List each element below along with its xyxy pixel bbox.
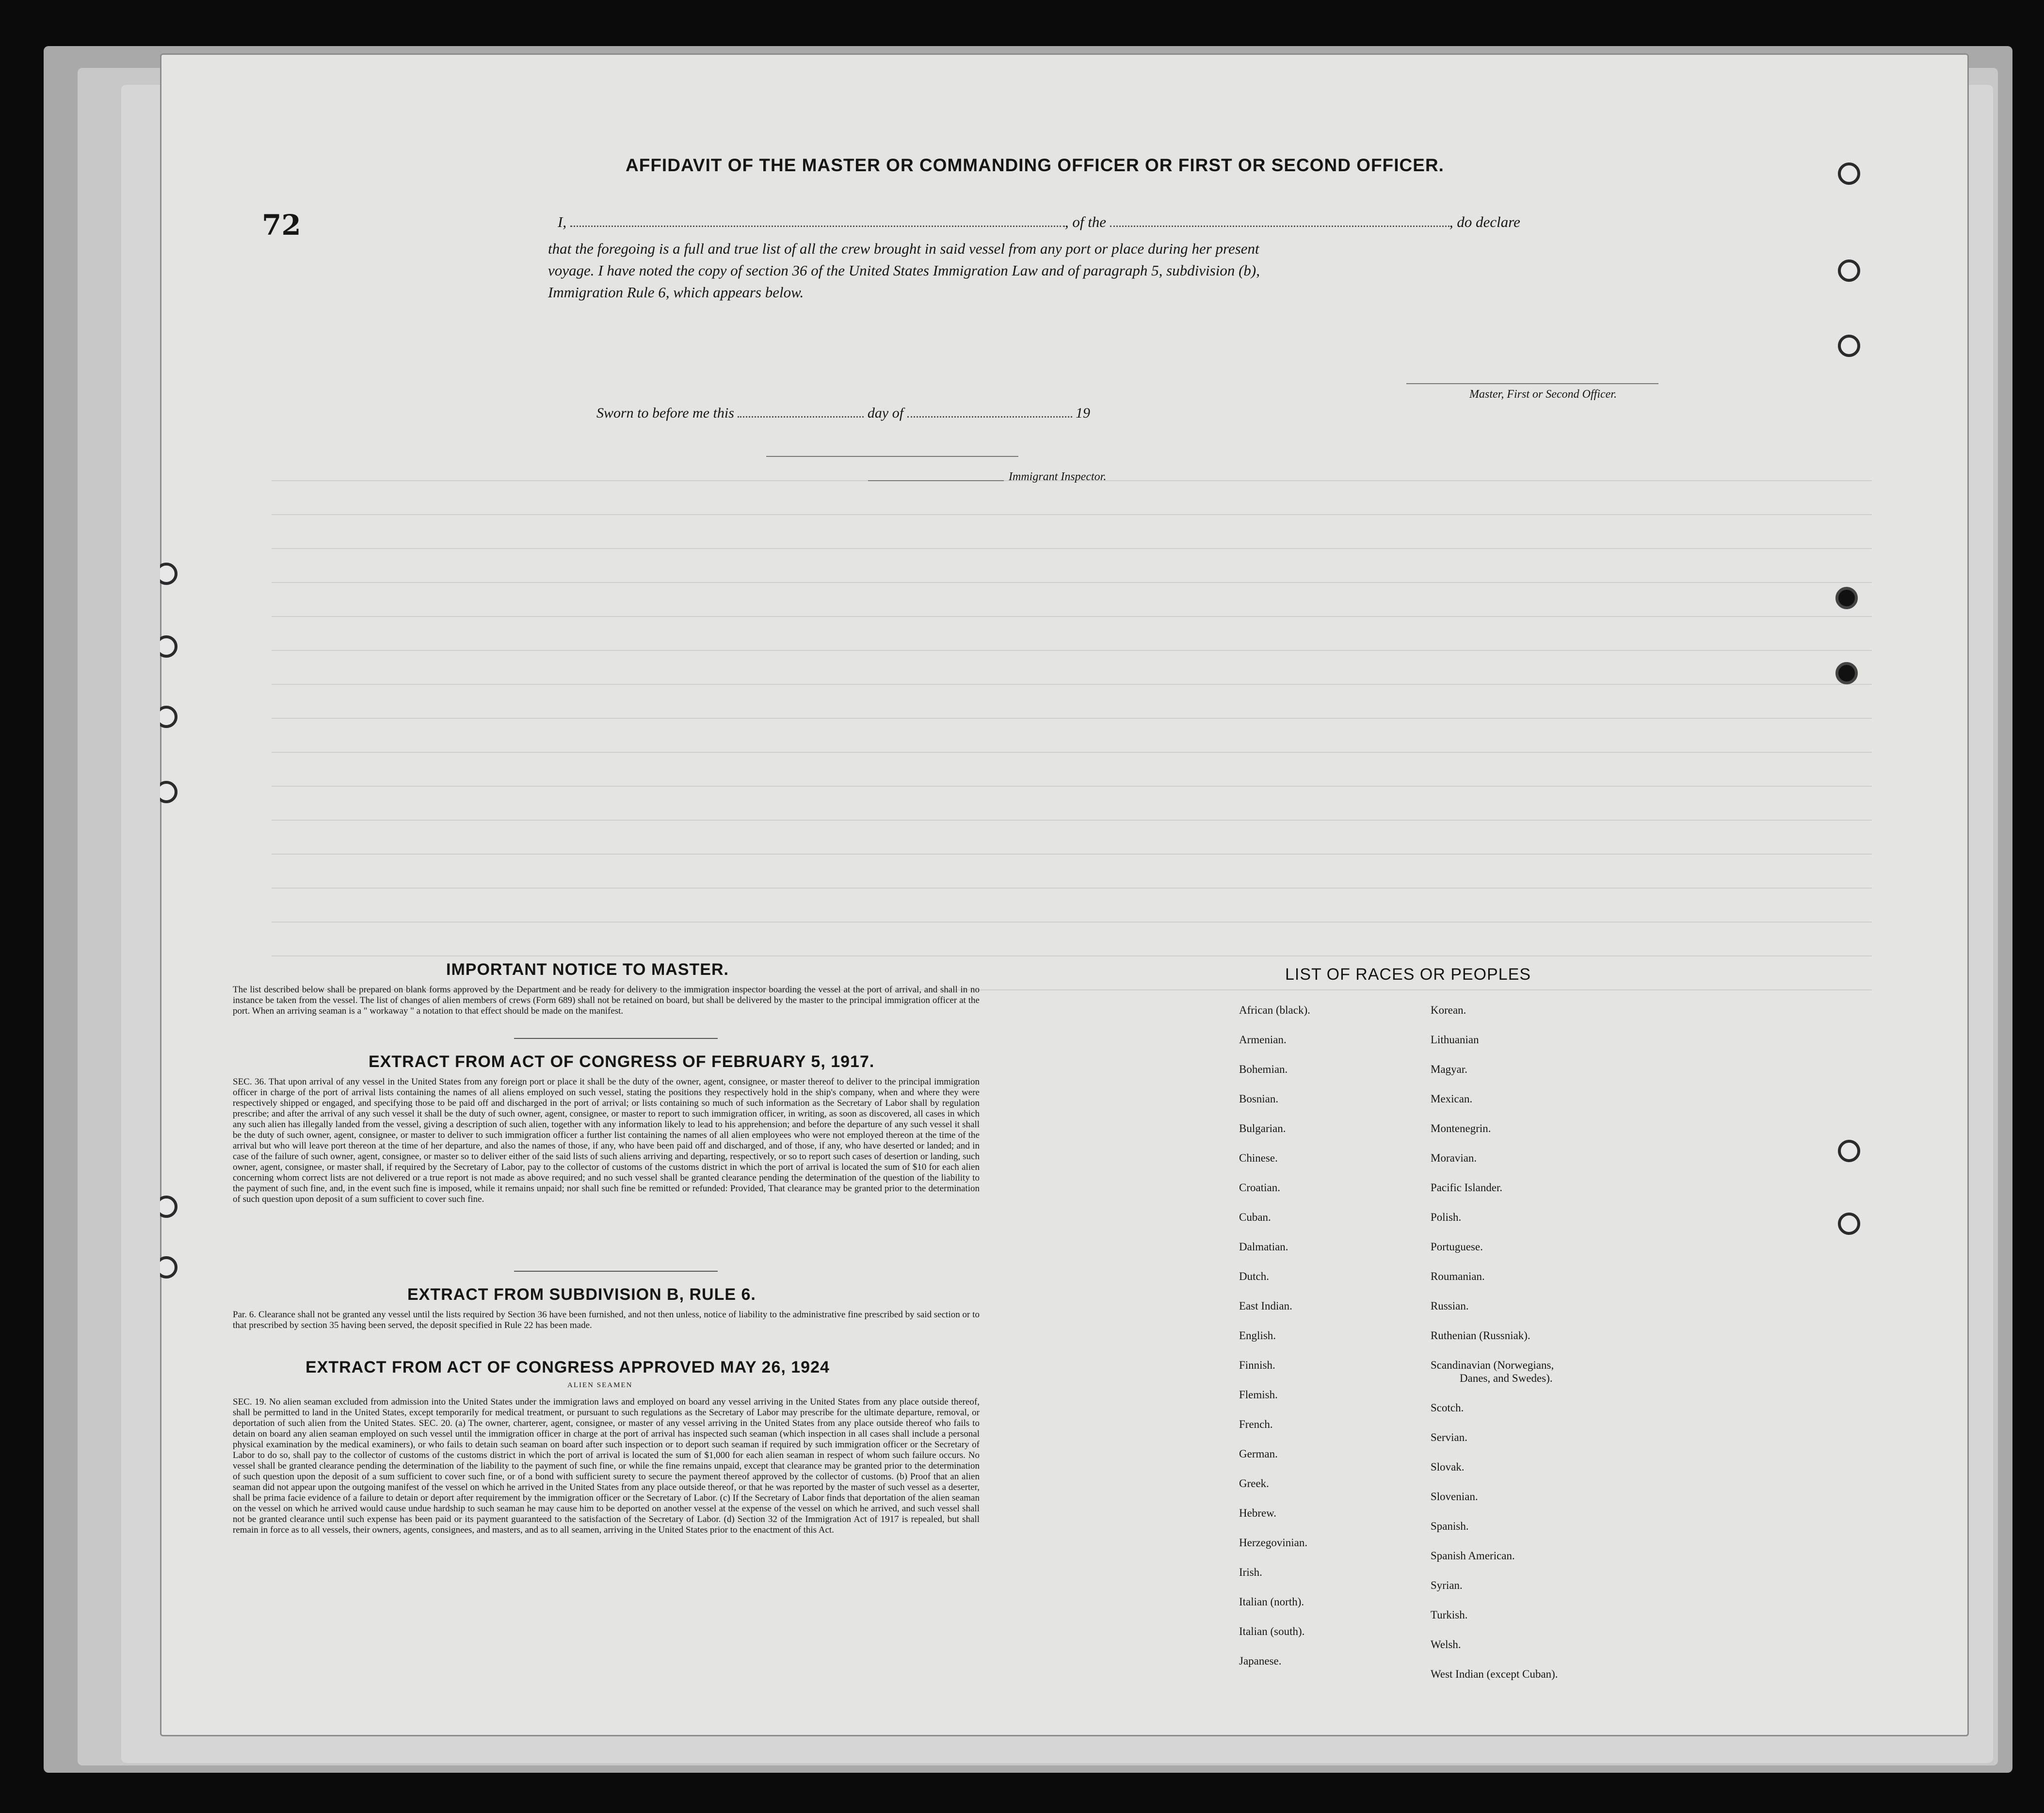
affidavit-of-the: , of the — [1064, 213, 1107, 230]
bleed-through-row — [272, 718, 1872, 753]
race-item: Armenian. — [1239, 1034, 1287, 1046]
race-item: Scotch. — [1431, 1402, 1464, 1414]
notice-body: The list described below shall be prepared on blank forms approved by the Department and be ready for delivery to the immigration inspector boarding the vessel at the port of arrival, and shall in no instance be taken from the vessel. The list of changes of alien members of crews (Form 689) shall not be retained on board, but shall be delivered by the master to the principal immigration officer at the port. When an arriving seaman is a " workaway " a notation to that effect should be made on the manifest. — [233, 985, 980, 1016]
bleed-through-row — [272, 922, 1872, 956]
punch-hole — [160, 1196, 177, 1218]
race-item: Greek. — [1239, 1477, 1269, 1489]
race-item: Italian (north). — [1239, 1596, 1304, 1608]
race-item: Flemish. — [1239, 1389, 1278, 1401]
race-item: Bohemian. — [1239, 1063, 1288, 1075]
extract-rule6-body: Par. 6. Clearance shall not be granted any vessel until the lists required by Section 36 have been furnished, and not then unless, notice of liability to the administrative fine prescribed by said section or to that prescribed by section 35 having been served, the deposit specified in Rule 22 has been made. — [233, 1310, 980, 1330]
race-item: West Indian (except Cuban). — [1431, 1668, 1558, 1680]
race-item: Pacific Islander. — [1431, 1182, 1503, 1194]
sworn-line — [596, 405, 1090, 421]
race-item: Hebrew. — [1239, 1507, 1277, 1519]
race-item: Finnish. — [1239, 1359, 1275, 1371]
extract-rule6-title: EXTRACT FROM SUBDIVISION B, RULE 6. — [407, 1285, 756, 1304]
day-of-label: day of — [867, 405, 904, 421]
race-item: Roumanian. — [1431, 1270, 1485, 1282]
race-item: Slovenian. — [1431, 1490, 1478, 1503]
punch-hole — [160, 635, 177, 658]
sworn-day-field[interactable] — [738, 416, 864, 418]
affidavit-line-4: Immigration Rule 6, which appears below. — [548, 284, 804, 301]
race-item: Danes, and Swedes). — [1460, 1372, 1553, 1384]
race-item: Lithuanian — [1431, 1034, 1479, 1046]
race-item: East Indian. — [1239, 1300, 1292, 1312]
bleed-through-row — [272, 888, 1872, 923]
extract-1924-title: EXTRACT FROM ACT OF CONGRESS APPROVED MAY 26, 1924 — [306, 1358, 830, 1376]
race-item: Bosnian. — [1239, 1093, 1279, 1105]
race-item: Welsh. — [1431, 1638, 1461, 1651]
race-item: African (black). — [1239, 1004, 1310, 1016]
race-item: Slovak. — [1431, 1461, 1465, 1473]
extract-1917-body: SEC. 36. That upon arrival of any vessel in the United States from any foreign port or place it shall be the duty of the owner, agent, consignee, or master thereof to deliver to the principal immigration officer in charge of the port of arrival lists containing the names of all aliens employed on such vessel, stating the positions they respectively hold in the ship's company, when and where they were respectively shipped or engaged, and specifying those to be paid off and discharged in the port of arrival; or lists containing so much of such information as the Secretary of Labor shall by regulation prescribe; and after the arrival of any such vessel it shall be the duty of such owner, agent, consignee, or master to report to such immigration officer, in writing, as soon as discovered, all cases in which any such alien has illegally landed from the vessel, giving a description of such alien, together with any information likely to lead to his apprehension; and before the departure of any such vessel it shall be the duty of such owner, agent, consignee, or master to deliver to such immigration officer a further list containing the names of all alien employees who were not employed thereon at the time of the arrival but who will leave port thereon at the time of her departure, and also the names of those, if any, who have been paid off and discharged, and of those, if any, who have deserted or landed; and in case of the failure of such owner, agent, consignee, or master so to deliver either of the said lists of such aliens arriving and departing, respectively, or so to report such cases of desertion or landing, such owner, agent, consignee, or master shall, if required by the Secretary of Labor, pay to the collector of customs of the customs district in which the port of arrival is located the sum of $10 for each alien concerning whom correct lists are not delivered or a true report is not made as above required; and no such vessel shall be granted clearance pending the determination of the question of the liability to the payment of such fine, and, in the event such fine is imposed, while it remains unpaid; nor shall such fine be remitted or refunded: Provided, That clearance may be granted prior to the determination of such question upon deposit of a sum sufficient to cover such fine. — [233, 1077, 980, 1204]
punch-hole — [160, 781, 177, 803]
punch-hole — [160, 563, 177, 585]
race-item: Moravian. — [1431, 1152, 1477, 1164]
race-item: Spanish. — [1431, 1520, 1469, 1532]
bleed-through-row — [272, 684, 1872, 719]
extract-1924-subtitle: ALIEN SEAMEN — [567, 1381, 633, 1389]
bleed-through-row — [272, 480, 1872, 515]
sworn-month-field[interactable] — [907, 416, 1072, 418]
affidavit-title: AFFIDAVIT OF THE MASTER OR COMMANDING OFFICER OR FIRST OR SECOND OFFICER. — [626, 155, 1444, 175]
page-number: 72 — [262, 209, 301, 242]
bleed-through-row — [272, 548, 1872, 583]
divider — [514, 1271, 718, 1272]
race-item: Servian. — [1431, 1431, 1468, 1443]
bleed-through-row — [272, 786, 1872, 821]
race-item: Turkish. — [1431, 1609, 1468, 1621]
races-title: LIST OF RACES OR PEOPLES — [1285, 965, 1531, 984]
race-item: Croatian. — [1239, 1182, 1280, 1194]
inspector-dotted-line — [766, 456, 1018, 457]
race-item: English. — [1239, 1329, 1276, 1342]
bleed-through-row — [272, 820, 1872, 855]
punch-hole — [1838, 1213, 1860, 1235]
race-item: Montenegrin. — [1431, 1122, 1491, 1134]
race-item: Dutch. — [1239, 1270, 1269, 1282]
affidavit-declare: , do declare — [1449, 213, 1520, 230]
punch-hole — [1838, 335, 1860, 357]
race-item: Cuban. — [1239, 1211, 1271, 1223]
inspector-label: Immigrant Inspector. — [1009, 470, 1107, 483]
punch-hole — [1838, 259, 1860, 282]
race-item: Syrian. — [1431, 1579, 1463, 1591]
vessel-name-field[interactable] — [1110, 226, 1449, 227]
notice-title: IMPORTANT NOTICE TO MASTER. — [446, 960, 729, 979]
race-item: Korean. — [1431, 1004, 1466, 1016]
race-item: Herzegovinian. — [1239, 1537, 1308, 1549]
bleed-through-row — [272, 752, 1872, 787]
sworn-prefix: Sworn to before me this — [596, 405, 734, 421]
race-item: German. — [1239, 1448, 1278, 1460]
race-item: Chinese. — [1239, 1152, 1278, 1164]
extract-1917-title: EXTRACT FROM ACT OF CONGRESS OF FEBRUARY 5, 1917. — [369, 1052, 875, 1071]
punch-hole — [1838, 1140, 1860, 1162]
bleed-through-row — [272, 854, 1872, 889]
affidavit-line-2: that the foregoing is a full and true list of all the crew brought in said vessel from any port or place during her present — [548, 240, 1259, 257]
race-item: Polish. — [1431, 1211, 1462, 1223]
affidavit-line-3: voyage. I have noted the copy of section 36 of the United States Immigration Law and of paragraph 5, subdivision (b), — [548, 262, 1260, 279]
signature-line[interactable] — [1406, 383, 1658, 384]
signature-label: Master, First or Second Officer. — [1469, 388, 1617, 401]
race-item: Portuguese. — [1431, 1241, 1483, 1253]
year-label: 19 — [1076, 405, 1091, 421]
race-item: Mexican. — [1431, 1093, 1473, 1105]
race-item: Spanish American. — [1431, 1550, 1515, 1562]
race-item: Italian (south). — [1239, 1625, 1305, 1637]
punch-hole — [160, 706, 177, 728]
manifest-page — [160, 53, 1969, 1736]
race-item: Irish. — [1239, 1566, 1262, 1578]
race-item: Japanese. — [1239, 1655, 1282, 1667]
bleed-through-row — [272, 582, 1872, 617]
officer-name-field[interactable] — [570, 226, 1065, 227]
bleed-through-row — [272, 514, 1872, 549]
race-item: Dalmatian. — [1239, 1241, 1288, 1253]
divider — [514, 1038, 718, 1039]
punch-hole — [160, 1256, 177, 1279]
affidavit-line-1 — [558, 213, 1520, 231]
race-item: Bulgarian. — [1239, 1122, 1286, 1134]
race-item: Russian. — [1431, 1300, 1469, 1312]
race-item: Magyar. — [1431, 1063, 1468, 1075]
extract-1924-body: SEC. 19. No alien seaman excluded from admission into the United States under the immigration laws and employed on board any vessel arriving in the United States from any place outside thereof, shall be permitted to land in the United States, except temporarily for medical treatment, or pursuant to such regulations as the Secretary of Labor may prescribe for the ultimate departure, removal, or deportation of such alien from the United States. SEC. 20. (a) The owner, charterer, agent, consignee, or master of any vessel arriving in the United States from any place outside thereof who fails to detain on board any alien seaman employed on such vessel until the immigration officer in charge at the port of arrival has inspected such seaman (which inspection in all cases shall include a personal physical examination by the medical examiners), or who fails to detain such seaman on board after such inspection or to deport such seaman if required by such immigration officer or the Secretary of Labor to do so, shall pay to the collector of customs of the customs district in which the port of arrival is located the sum of $1,000 for each alien seaman in respect of whom such failure occurs. No vessel shall be granted clearance pending the determination of the liability to the payment of such fine, or while the fine remains unpaid, except that clearance may be granted prior to the determination of such question upon the deposit of a sum sufficient to cover such fine, or of a bond with sufficient surety to secure the payment thereof approved by the collector of customs. (b) Proof that an alien seaman did not appear upon the outgoing manifest of the vessel on which he arrived in the United States from any place outside thereof, or that he was reported by the master of such vessel as a deserter, shall be prima facie evidence of a failure to detain or deport after requirement by the immigration officer or the Secretary of Labor. (c) If the Secretary of Labor finds that deportation of the alien seaman on the vessel on which he arrived would cause undue hardship to such seaman he may cause him to be deported on another vessel at the expense of the vessel on which he arrived, and such vessel shall not be granted clearance until such expense has been paid or its payment guaranteed to the satisfaction of the Secretary of Labor. (d) Section 32 of the Immigration Act of 1917 is repealed, but shall remain in force as to all vessels, their owners, agents, consignees, and masters, and as to all seamen, arriving in the United States prior to the enactment of this Act. — [233, 1397, 980, 1535]
bleed-through-row — [272, 616, 1872, 651]
race-item: French. — [1239, 1418, 1273, 1430]
inspector-signature-line[interactable] — [868, 480, 1004, 481]
punch-hole — [1838, 162, 1860, 185]
race-item: Scandinavian (Norwegians, — [1431, 1359, 1554, 1371]
race-item: Ruthenian (Russniak). — [1431, 1329, 1530, 1342]
affidavit-i: I, — [558, 213, 567, 230]
bleed-through-row — [272, 650, 1872, 685]
